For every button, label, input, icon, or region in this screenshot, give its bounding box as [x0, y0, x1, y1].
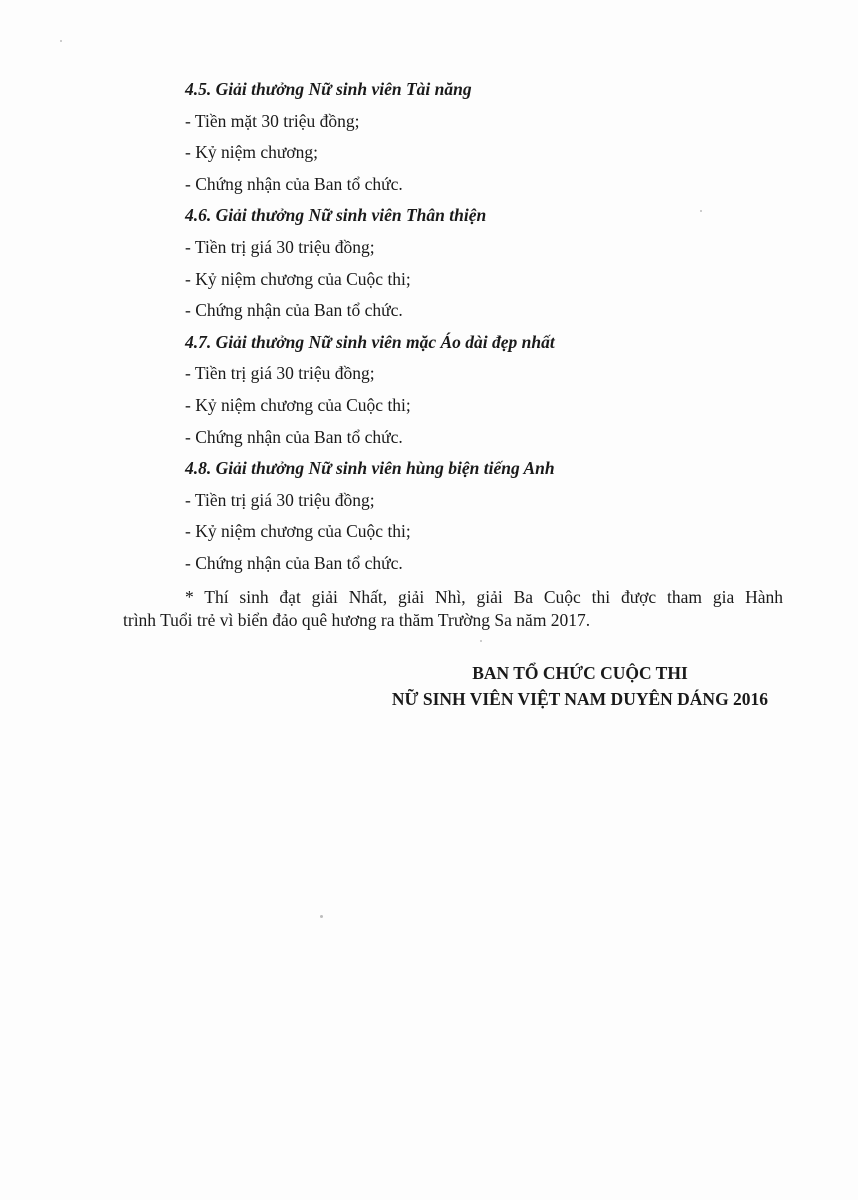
- note-paragraph: [123, 586, 783, 632]
- scan-speck: [320, 915, 323, 918]
- list-item: - Kỷ niệm chương của Cuộc thi;: [185, 268, 411, 289]
- list-item: - Kỷ niệm chương của Cuộc thi;: [185, 394, 411, 415]
- scan-speck: [60, 40, 62, 42]
- note-line: * Thí sinh đạt giải Nhất, giải Nhì, giải Ba Cuộc thi được tham gia Hành: [185, 586, 783, 607]
- list-item: - Tiền trị giá 30 triệu đồng;: [185, 489, 375, 510]
- signature-block: [300, 660, 858, 712]
- scan-speck: [700, 210, 702, 212]
- section-heading: 4.8. Giải thưởng Nữ sinh viên hùng biện tiếng Anh: [185, 458, 555, 479]
- list-item: - Chứng nhận của Ban tổ chức.: [185, 552, 403, 573]
- list-item: - Kỷ niệm chương của Cuộc thi;: [185, 521, 411, 542]
- list-item: - Tiền trị giá 30 triệu đồng;: [185, 363, 375, 384]
- signature-org-line: BAN TỔ CHỨC CUỘC THI: [472, 663, 688, 683]
- scan-speck: [480, 640, 482, 642]
- signature-contest-line: NỮ SINH VIÊN VIỆT NAM DUYÊN DÁNG 2016: [391, 689, 769, 709]
- list-item: - Tiền mặt 30 triệu đồng;: [185, 110, 360, 131]
- list-item: - Chứng nhận của Ban tổ chức.: [185, 173, 403, 194]
- document-body: [123, 74, 785, 632]
- list-item: - Chứng nhận của Ban tổ chức.: [185, 300, 403, 321]
- list-item: - Chứng nhận của Ban tổ chức.: [185, 426, 403, 447]
- list-item: - Kỷ niệm chương;: [185, 142, 318, 163]
- section-heading: 4.5. Giải thưởng Nữ sinh viên Tài năng: [185, 79, 472, 99]
- list-item: - Tiền trị giá 30 triệu đồng;: [185, 236, 375, 257]
- section-heading: 4.7. Giải thưởng Nữ sinh viên mặc Áo dài đẹp nhất: [185, 331, 555, 352]
- section-heading: 4.6. Giải thưởng Nữ sinh viên Thân thiện: [185, 205, 487, 226]
- note-line: trình Tuổi trẻ vì biển đảo quê hương ra thăm Trường Sa năm 2017.: [123, 609, 591, 630]
